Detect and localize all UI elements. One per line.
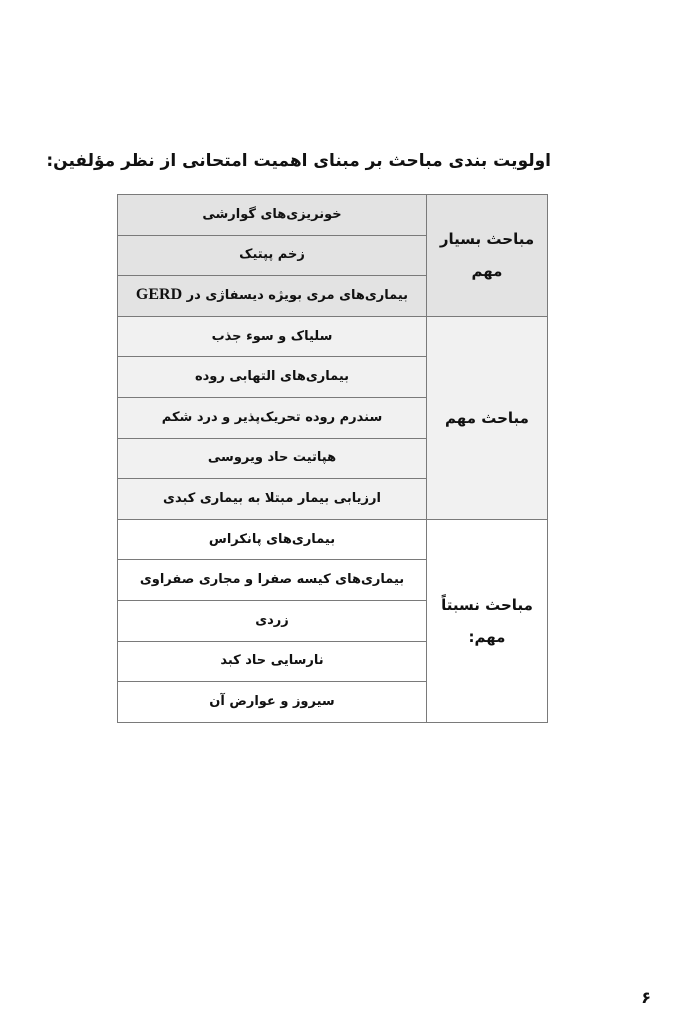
topic-cell: هپاتیت حاد ویروسی [118,438,427,479]
topic-cell: بیماری‌های کیسه صفرا و مجاری صفراوی [118,560,427,601]
topic-cell: بیماری‌های پانکراس [118,519,427,560]
topic-cell: زردی [118,600,427,641]
category-label: مهم [471,262,503,281]
topic-cell: بیماری‌های التهابی روده [118,357,427,398]
category-relatively-important [427,519,548,722]
topic-cell: سلیاک و سوء جذب [118,316,427,357]
category-label: مباحث بسیار [439,230,535,249]
page-title: اولویت بندی مباحث بر مبنای اهمیت امتحانی از نظر مؤلفین: [46,151,551,171]
table-row [118,195,548,236]
topic-cell: نارسایی حاد کبد [118,641,427,682]
category-label: مباحث نسبتاً [441,595,533,614]
category-very-important [427,195,548,317]
priority-table [117,194,548,723]
topic-cell: سندرم روده تحریک‌پذیر و درد شکم [118,397,427,438]
category-label: مهم: [468,627,506,646]
topic-cell: ارزیابی بیمار مبتلا به بیماری کبدی [118,479,427,520]
topic-text: بیماری‌های مری بویژه دیسفاژی در [186,288,409,304]
topic-cell [118,276,427,317]
topic-latin-term: GERD [135,286,183,304]
table-row [118,316,548,357]
table-row [118,519,548,560]
topic-cell: سیروز و عوارض آن [118,682,427,723]
category-label: مباحث مهم [445,408,529,427]
page-number: ۶ [641,988,651,1007]
category-important [427,316,548,519]
topic-cell: خونریزی‌های گوارشی [118,195,427,236]
topic-cell: زخم پپتیک [118,235,427,276]
